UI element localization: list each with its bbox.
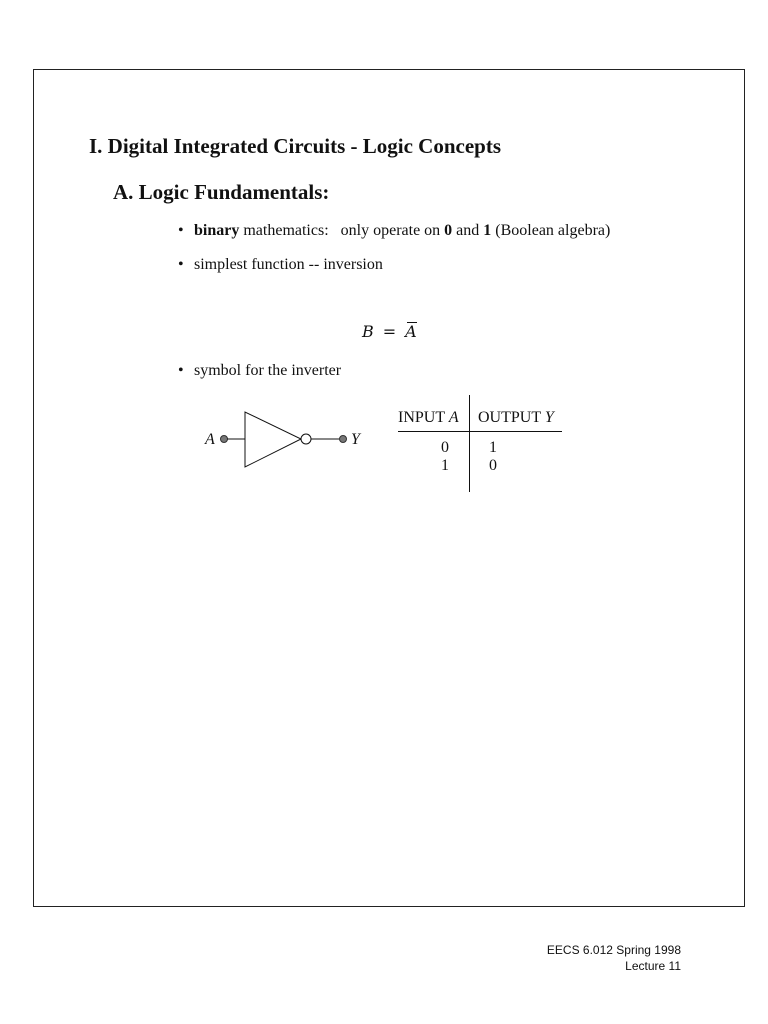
bullet-dot: • bbox=[178, 362, 184, 379]
bullet-text: and bbox=[452, 222, 484, 239]
bullet-text: simplest function -- inversion bbox=[194, 256, 383, 273]
table-vertical-rule bbox=[469, 395, 470, 492]
equation-operator: = bbox=[382, 322, 397, 341]
bullet-text: (Boolean algebra) bbox=[491, 222, 611, 239]
bullet-inverter-symbol bbox=[178, 362, 341, 380]
bullet-bold-term: binary bbox=[194, 222, 240, 239]
subsection-title: A. Logic Fundamentals: bbox=[113, 180, 330, 204]
bullet-dot: • bbox=[178, 256, 184, 273]
output-terminal-dot bbox=[340, 436, 347, 443]
inversion-bubble bbox=[301, 434, 311, 444]
equation-rhs-overlined: A bbox=[405, 322, 417, 341]
page-footer bbox=[547, 942, 681, 974]
footer-course: EECS 6.012 Spring 1998 bbox=[546, 943, 681, 957]
inverter-triangle bbox=[245, 412, 301, 467]
bullet-binary-mathematics bbox=[178, 222, 610, 240]
bullet-text: mathematics: only operate on bbox=[239, 222, 445, 239]
table-cell-input: 1 bbox=[441, 457, 449, 474]
table-cell-input: 0 bbox=[441, 439, 449, 456]
table-header-output bbox=[478, 409, 554, 427]
bullet-text: symbol for the inverter bbox=[194, 362, 342, 379]
inversion-equation bbox=[362, 322, 417, 341]
header-output-text: OUTPUT bbox=[478, 409, 545, 426]
header-input-text: INPUT bbox=[398, 409, 449, 426]
table-header-input bbox=[398, 409, 459, 427]
inverter-output-label: Y bbox=[351, 431, 360, 448]
table-cell-output: 1 bbox=[489, 439, 497, 456]
inverter-input-label: A bbox=[205, 431, 215, 448]
bullet-one: 1 bbox=[483, 222, 492, 239]
inverter-symbol-diagram bbox=[200, 400, 370, 480]
header-input-var: A bbox=[448, 409, 459, 426]
inverter-truth-table bbox=[398, 395, 568, 495]
equation-lhs: B bbox=[362, 322, 374, 341]
bullet-simplest-function bbox=[178, 256, 383, 274]
input-terminal-dot bbox=[221, 436, 228, 443]
table-horizontal-rule bbox=[398, 431, 562, 432]
bullet-dot: • bbox=[178, 222, 184, 239]
section-title: I. Digital Integrated Circuits - Logic Concepts bbox=[89, 134, 501, 158]
bullet-zero: 0 bbox=[444, 222, 453, 239]
table-cell-output: 0 bbox=[489, 457, 497, 474]
footer-lecture: Lecture 11 bbox=[625, 959, 681, 973]
header-output-var: Y bbox=[544, 409, 554, 426]
